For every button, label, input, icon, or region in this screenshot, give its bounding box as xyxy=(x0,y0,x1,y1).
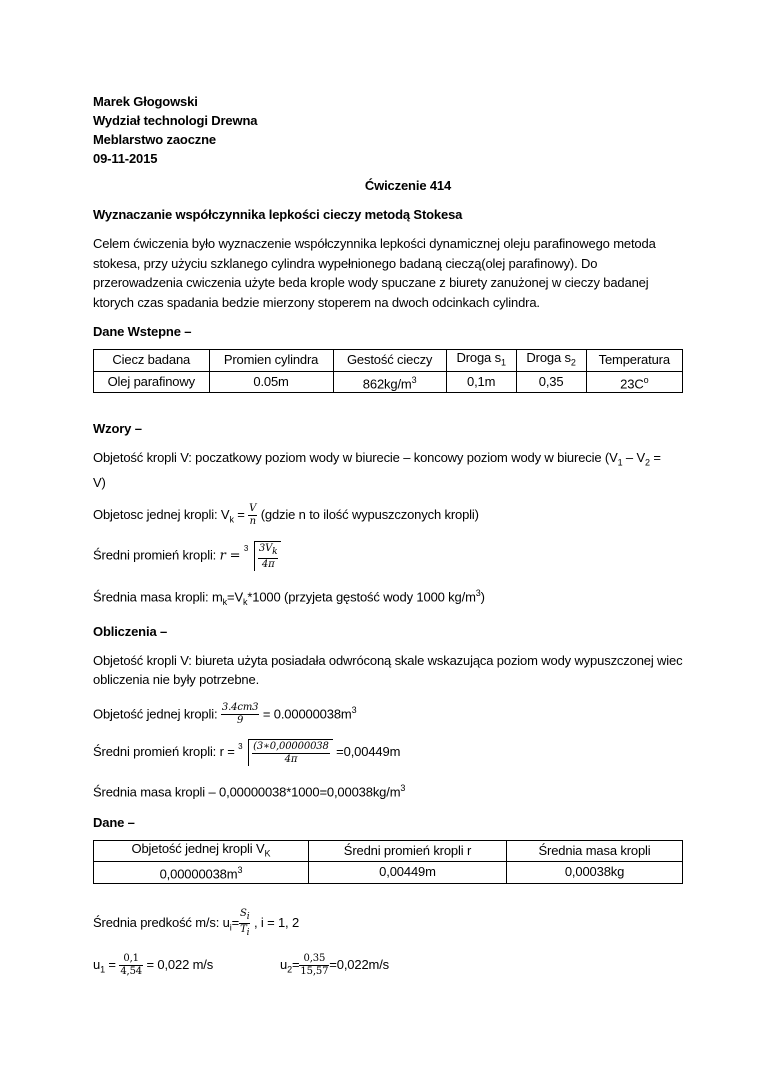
table-header-cell: Ciecz badana xyxy=(94,350,210,372)
formula-radius: Średni promień kropli: r = 3 $\frac{3V_k}{4\pi}$ xyxy=(93,541,683,571)
document-date: 09-11-2015 xyxy=(93,151,158,166)
table-cell: 0,00038kg xyxy=(507,862,683,883)
cube-root: 3 $\frac{3V_k}{4\pi}$ xyxy=(244,541,282,571)
author-name: Marek Głogowski xyxy=(93,94,198,109)
table-cell: 0,1m xyxy=(446,371,516,392)
faculty-name: Wydział technologi Drewna xyxy=(93,113,258,128)
calc-volume-text: Objetość kropli V: biureta użyta posiadała odwróconą skale wskazująca poziom wody wypuszczonej wiec obliczenia nie były potrzebne. xyxy=(93,652,683,688)
table-header-cell: Droga $s_1$ xyxy=(446,350,516,372)
obliczenia-heading: Obliczenia – xyxy=(93,623,168,639)
dane-table xyxy=(93,840,683,884)
table-header-cell: Objetość jednej kropli $V_K$ xyxy=(94,840,309,862)
intro-paragraph: Celem ćwiczenia było wyznaczenie współczynnika lepkości dynamicznej oleju parafinowego metoda stokesa, przy użyciu szklanego cylindra wypełnionego badaną cieczą(olej parafinowy). Do przerowadzenia cwiczenia użyte beda krople wody spuczane z biurety zanużonej w cieczy badanej ktorych czas spadania bedzie mierzony stoperem na dwoch odcinkach cylindra. xyxy=(93,236,656,310)
fraction: $\frac{3V_k}{4\pi}$ xyxy=(258,543,278,571)
table-header-cell: Promien cylindra xyxy=(209,350,333,372)
table-header-cell: Gestość cieczy xyxy=(333,350,446,372)
table-cell: $0,00000038m^3$ xyxy=(94,862,309,883)
table-header-row xyxy=(94,350,683,372)
table-header-cell: Droga $s_2$ xyxy=(516,350,586,372)
program-name: Meblarstwo zaoczne xyxy=(93,132,216,147)
calc-radius: Średni promień kropli: r = 3 $\frac{(3∗0,00000038}{4\pi}$ =0,00449m xyxy=(93,741,401,766)
calc-drop-volume: Objetość jednej kropli: $\frac{3.4cm3}{9}$ = $0.00000038m^3$ xyxy=(93,702,357,727)
velocity-u1: $u_1$ = $\frac{0,1}{4,54}$ = 0,022 m/s xyxy=(93,952,214,977)
table-row xyxy=(94,371,683,392)
fraction: $\frac{(3∗0,00000038}{4\pi}$ xyxy=(253,741,329,766)
table-cell: $862kg/m^3$ xyxy=(333,371,446,392)
table-cell: 0,00449m xyxy=(308,862,506,883)
subject-title: Wyznaczanie współczynnika lepkości cieczy metodą Stokesa xyxy=(93,207,463,222)
wzory-heading: Wzory – xyxy=(93,420,142,436)
dane-wstepne-table xyxy=(93,349,683,393)
dane-wstepne-heading: Dane Wstepne – xyxy=(93,324,192,339)
fraction: $\frac{V}{n}$ xyxy=(249,502,257,527)
velocity-formula: Średnia predkość m/s: $u_i=$ $\frac{S_i}{T_i}$ , i = 1, 2 xyxy=(93,907,300,938)
exercise-title: Ćwiczenie 414 xyxy=(364,178,452,193)
fraction: $\frac{S_i}{T_i}$ xyxy=(240,907,250,938)
formula-volume: Objetość kropli V: poczatkowy poziom wody w biurecie – koncowy poziom wody w biurecie ($V_1 - V_2$ = V) xyxy=(93,449,661,490)
fraction: $\frac{0,1}{4,54}$ xyxy=(120,952,142,977)
formula-mass: Średnia masa kropli: $m_k=V_k*1000$ (przyjeta gęstość wody 1000 $kg/m^3$) xyxy=(93,588,485,607)
dane-heading: Dane – xyxy=(93,814,135,830)
table-cell: 0,35 xyxy=(516,371,586,392)
formula-drop-volume: Objetosc jednej kropli: $V_k$ = $\frac{V}{n}$ (gdzie n to ilość wypuszczonych kropli) xyxy=(93,502,479,527)
cube-root: 3 $\frac{(3∗0,00000038}{4\pi}$ xyxy=(238,739,333,766)
table-row xyxy=(94,862,683,883)
table-cell: $23C^o$ xyxy=(586,371,682,392)
velocity-u2: $u_2=$ $\frac{0,35}{15,57}$ =0,022m/s xyxy=(280,952,390,977)
calc-mass: Średnia masa kropli – $0,00000038*1000=0,00038kg/m^3$ xyxy=(93,783,406,800)
table-header-cell: Średnia masa kropli xyxy=(507,840,683,862)
table-cell: 0.05m xyxy=(209,371,333,392)
document-content xyxy=(93,92,683,980)
table-cell: Olej parafinowy xyxy=(94,371,210,392)
table-header-cell: Średni promień kropli r xyxy=(308,840,506,862)
fraction: $\frac{0,35}{15,57}$ xyxy=(300,952,329,977)
table-header-cell: Temperatura xyxy=(586,350,682,372)
fraction: $\frac{3.4cm3}{9}$ xyxy=(221,702,259,727)
velocity-results xyxy=(93,953,683,981)
table-header-row xyxy=(94,840,683,862)
